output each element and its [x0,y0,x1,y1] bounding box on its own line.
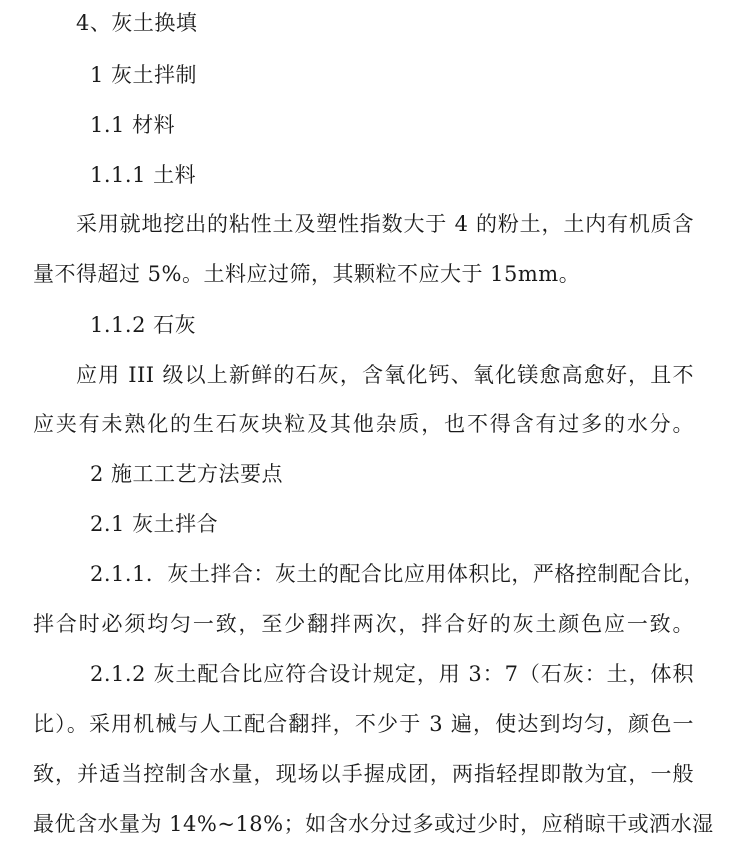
paragraph-line: 采用就地挖出的粘性土及塑性指数大于 4 的粉土，土内有机质含 [76,212,694,236]
heading-1-1-1: 1.1.1 土料 [90,163,197,187]
paragraph-line: 比）。采用机械与人工配合翻拌，不少于 3 遍，使达到均匀，颜色一 [33,712,694,736]
paragraph-line: 应夹有未熟化的生石灰块粒及其他杂质，也不得含有过多的水分。 [33,412,694,436]
paragraph-line: 拌合时必须均匀一致，至少翻拌两次，拌合好的灰土颜色应一致。 [33,612,694,636]
paragraph-line: 量不得超过 5%。土料应过筛，其颗粒不应大于 15mm。 [33,262,581,286]
paragraph-line: 最优含水量为 14%~18%；如含水分过多或过少时，应稍晾干或洒水湿 [33,812,714,836]
paragraph-line: 致，并适当控制含水量，现场以手握成团，两指轻捏即散为宜，一般 [33,762,694,786]
heading-section-4: 4、灰土换填 [76,11,198,35]
heading-1: 1 灰土拌制 [90,63,198,87]
paragraph-line: 应用 III 级以上新鲜的石灰，含氧化钙、氧化镁愈高愈好，且不 [76,363,694,387]
paragraph-line: 2.1.2 灰土配合比应符合设计规定，用 3：7（石灰：土，体积 [90,662,694,686]
heading-1-1-2: 1.1.2 石灰 [90,313,197,337]
paragraph-line: 2.1.1．灰土拌合：灰土的配合比应用体积比，严格控制配合比， [90,562,705,586]
heading-1-1: 1.1 材料 [90,113,176,137]
heading-2-1: 2.1 灰土拌合 [90,512,219,536]
heading-2: 2 施工工艺方法要点 [90,462,284,486]
